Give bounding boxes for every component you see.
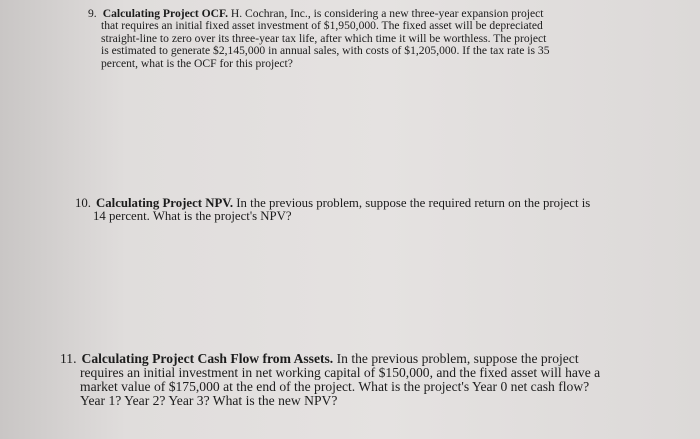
problem-number: 10. (75, 196, 91, 210)
problem-heading: Calculating Project NPV. (96, 196, 234, 210)
problem-9 (88, 8, 648, 70)
problem-text-line: 14 percent. What is the project's NPV? (93, 209, 292, 224)
problem-text-line: requires an initial investment in net working capital of $150,000, and the fixed asset will have a (80, 365, 601, 380)
problem-text-line: In the previous problem, suppose the required return on the project is (236, 196, 591, 210)
problem-text-line: straight-line to zero over its three-year tax life, after which time it will be worthless. The project (101, 31, 547, 45)
problem-text-line: H. Cochran, Inc., is considering a new three-year expansion project (230, 7, 544, 20)
problem-text-line: Year 1? Year 2? Year 3? What is the new NPV? (80, 393, 338, 408)
problem-11-first-line (60, 352, 660, 366)
problem-text-line: that requires an initial fixed asset investment of $1,950,000. The fixed asset will be depreciated (101, 19, 543, 33)
problem-text-line: market value of $175,000 at the end of the project. What is the project's Year 0 net cash flow? (80, 379, 590, 394)
problem-number: 9. (88, 7, 97, 20)
problem-heading: Calculating Project OCF. (102, 7, 228, 20)
problem-text-line: is estimated to generate $2,145,000 in annual sales, with costs of $1,205,000. If the tax rate is 35 (101, 44, 550, 58)
problem-10 (75, 197, 640, 223)
problem-heading: Calculating Project Cash Flow from Assets. (81, 351, 334, 366)
problem-number: 11. (60, 351, 77, 366)
problem-text-line: In the previous problem, suppose the project (336, 351, 579, 366)
problem-text-line: percent, what is the OCF for this project? (101, 56, 293, 70)
problem-11 (60, 352, 660, 408)
